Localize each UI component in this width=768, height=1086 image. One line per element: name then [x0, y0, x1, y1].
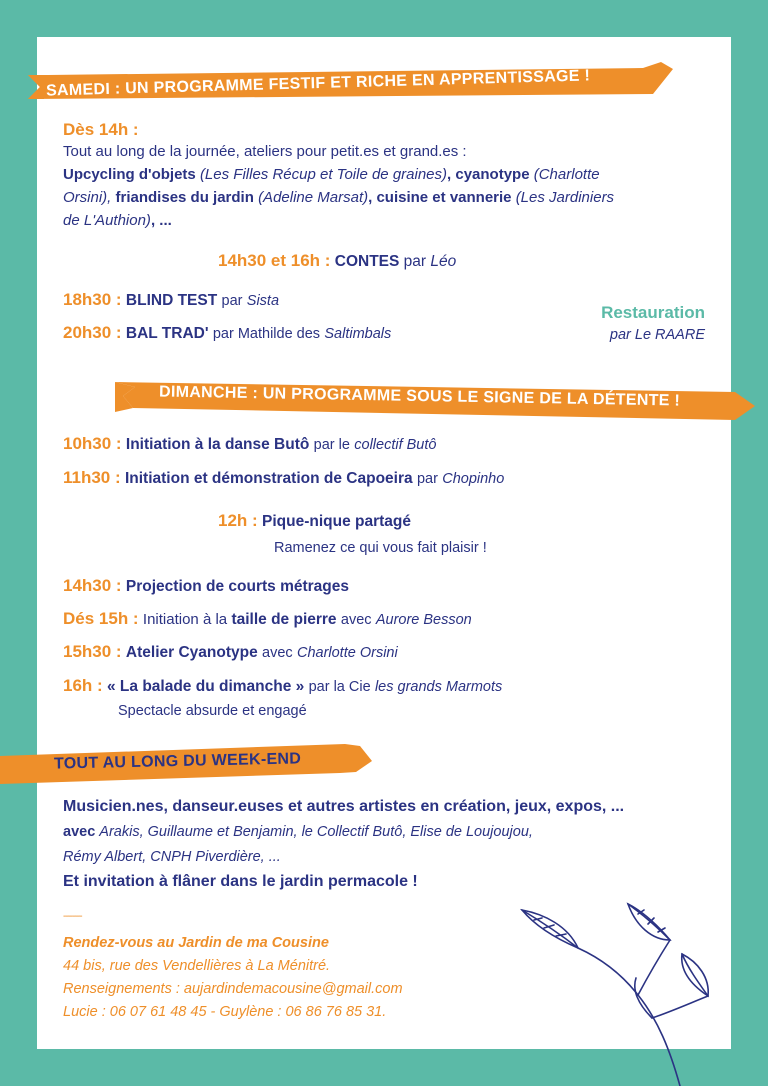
e7-by: les grands Marmots	[374, 679, 503, 695]
e2-par: par	[416, 471, 438, 487]
e6-by: Charlotte Orsini	[296, 645, 398, 661]
contes-title: CONTES	[334, 253, 400, 270]
e5-title: taille de pierre	[231, 611, 337, 628]
upcycling-by: (Les Filles Récup et Toile de graines)	[199, 166, 448, 183]
e6-par: avec	[262, 645, 293, 661]
e3-sub: Ramenez ce qui vous fait plaisir !	[274, 540, 487, 556]
footer-divider: --------	[63, 911, 82, 922]
e3-time: 12h :	[218, 511, 258, 530]
dimanche-event-4	[63, 575, 349, 598]
restauration-by: par Le RAARE	[609, 327, 705, 343]
cyanotype-by-2: Orsini),	[63, 189, 112, 206]
weekend-banner	[0, 742, 375, 784]
weekend-avec: avec	[63, 824, 96, 840]
cyanotype-by-1: (Charlotte	[533, 166, 600, 183]
weekend-artists: Arakis, Guillaume et Benjamin, le Collectif Butô, Elise de Loujoujou,	[99, 824, 533, 840]
leaf-illustration	[520, 900, 720, 1086]
samedi-banner-title: SAMEDI : UN PROGRAMME FESTIF ET RICHE EN APPRENTISSAGE !	[45, 67, 591, 100]
weekend-banner-title: TOUT AU LONG DU WEEK-END	[53, 750, 302, 773]
blind-time: 18h30 :	[63, 290, 122, 309]
des14-intro: Tout au long de la journée, ateliers pour petit.es et grand.es :	[63, 143, 467, 160]
dimanche-event-6	[63, 641, 398, 664]
e7-time: 16h :	[63, 676, 103, 695]
dimanche-event-7	[63, 675, 502, 698]
e5-by: Aurore Besson	[375, 612, 472, 628]
blind-by: Sista	[246, 293, 280, 309]
footer-phones: Lucie : 06 07 61 48 45 - Guylène : 06 86 76 85 31.	[63, 1004, 387, 1020]
ateliers-line-1: Upcycling d'objets (Les Filles Récup et Toile de graines), cyanotype (Charlotte	[63, 166, 600, 183]
contes-time: 14h30 et 16h :	[218, 251, 331, 270]
friandises: friandises du jardin	[115, 189, 254, 206]
cuisine-by-2: de L'Authion)	[63, 212, 151, 229]
weekend-line-1: Musicien.nes, danseur.euses et autres artistes en création, jeux, expos, ...	[63, 798, 625, 815]
weekend-line-4: Et invitation à flâner dans le jardin permacole !	[63, 873, 418, 890]
dimanche-event-3	[218, 510, 411, 533]
contes-line	[218, 250, 456, 273]
ateliers-ellipsis: , ...	[150, 212, 172, 229]
e5-par: avec	[340, 612, 372, 628]
weekend-line-2	[63, 821, 533, 843]
dimanche-banner	[115, 378, 755, 420]
e2-title: Initiation et démonstration de Capoeira	[124, 470, 413, 487]
restauration-title: Restauration	[601, 303, 705, 322]
ateliers-line-2: Orsini), friandises du jardin (Adeline Marsat), cuisine et vannerie (Les Jardiniers	[63, 189, 615, 206]
contes-par: par	[403, 253, 427, 270]
friandises-by: (Adeline Marsat)	[258, 189, 369, 206]
e4-title: Projection de courts métrages	[125, 578, 349, 595]
cuisine-by-1: (Les Jardiniers	[515, 189, 615, 206]
upcycling: Upcycling d'objets	[63, 166, 196, 183]
e1-by: collectif Butô	[354, 437, 437, 453]
dimanche-event-5	[63, 608, 472, 631]
bal-time: 20h30 :	[63, 323, 122, 342]
bal-line	[63, 322, 391, 345]
bal-par: par Mathilde des	[212, 326, 321, 342]
ateliers-line-3	[63, 210, 172, 232]
e7-title: « La balade du dimanche »	[107, 678, 305, 695]
blind-line	[63, 289, 279, 312]
cyanotype: cyanotype	[455, 166, 530, 183]
dimanche-event-2	[63, 467, 504, 490]
e2-by: Chopinho	[442, 471, 505, 487]
e2-time: 11h30 :	[63, 468, 121, 487]
samedi-banner	[28, 62, 673, 102]
e1-time: 10h30 :	[63, 434, 122, 453]
contes-by: Léo	[430, 253, 457, 270]
e5-time: Dés 15h :	[63, 609, 139, 628]
footer-info: Renseignements : aujardindemacousine@gmail.com	[63, 981, 403, 997]
des14-time: Dès 14h :	[63, 120, 139, 139]
e5-pre: Initiation à la	[142, 611, 228, 628]
e7-par: par la Cie	[308, 679, 371, 695]
e1-par: par le	[313, 437, 350, 453]
cuisine: cuisine et vannerie	[376, 189, 512, 206]
blind-title: BLIND TEST	[125, 292, 218, 309]
e7-sub: Spectacle absurde et engagé	[118, 703, 307, 719]
dimanche-event-1	[63, 433, 436, 456]
blind-par: par	[221, 293, 243, 309]
e3-title: Pique-nique partagé	[262, 513, 411, 530]
e6-time: 15h30 :	[63, 642, 122, 661]
footer-address: 44 bis, rue des Vendellières à La Ménitré.	[63, 958, 331, 974]
footer-rdv: Rendez-vous au Jardin de ma Cousine	[63, 935, 329, 951]
dimanche-banner-title: DIMANCHE : UN PROGRAMME SOUS LE SIGNE DE LA DÉTENTE !	[158, 383, 681, 410]
weekend-line-3: Rémy Albert, CNPH Piverdière, ...	[63, 849, 281, 865]
e1-title: Initiation à la danse Butô	[125, 436, 310, 453]
e4-time: 14h30 :	[63, 576, 122, 595]
bal-by: Saltimbals	[324, 326, 392, 342]
bal-title: BAL TRAD'	[125, 325, 209, 342]
e6-title: Atelier Cyanotype	[125, 644, 258, 661]
